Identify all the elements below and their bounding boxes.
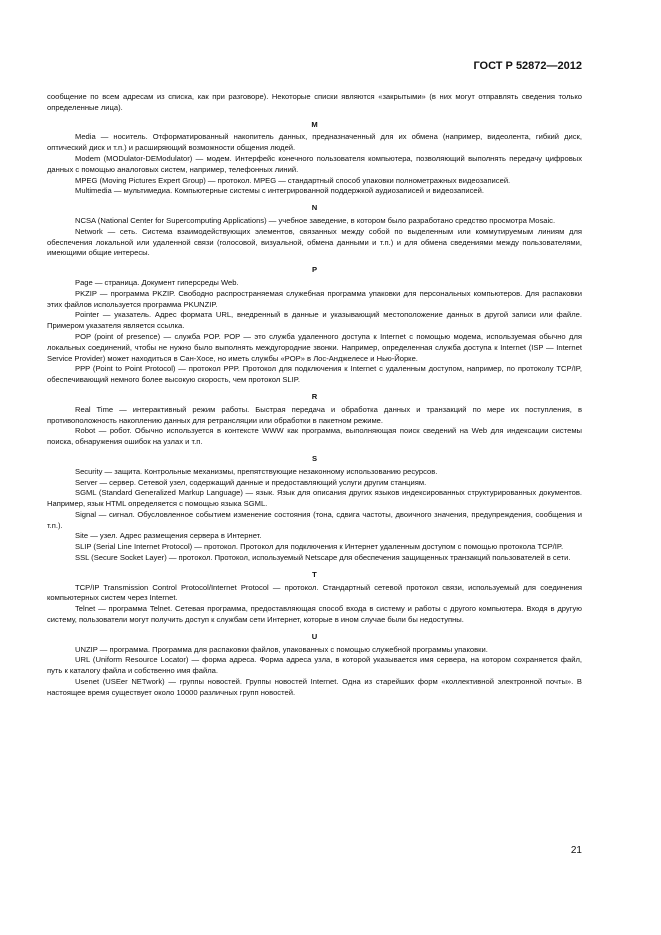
glossary-entry: SLIP (Serial Line Internet Protocol) — протокол. Протокол для подключения к Интернет удаленным доступом с помощью протокола TCP/IP. [75,542,564,552]
glossary-entry: NCSA (National Center for Supercomputing Applications) — учебное заведение, в котором было разработано средство просмотра Mosaic. [75,215,556,225]
glossary-entry: PKZIP — программа PKZIP. Свободно распространяемая служебная программа упаковки для персональных компьютеров. Для распаковки этих файлов используется программа PKUNZIP. [47,288,582,309]
glossary-entry: SSL (Secure Socket Layer) — протокол. Протокол, используемый Netscape для обеспечения защищенных транзакций пользователей в сети. [75,553,571,563]
glossary-entry: MPEG (Moving Pictures Expert Group) — протокол. MPEG — стандартный способ упаковки полнометражных видеозаписей. [75,175,511,185]
glossary-entry: Server — сервер. Сетевой узел, содержащий данные и предоставляющий услуги другим станциям. [75,477,427,487]
glossary-entry: POP (point of presence) — служба POP. POP — это служба удаленного доступа к Internet с помощью модема, используемая обычно для локальных соединений, чтобы не нужно было выполнять междугородние звонки. Например, определенная служба доступа к Internet (ISP — Internet Service Provider) может находиться в Сан-Хосе, но иметь службы «POP» в Лос-Анджелесе и Нью-Йорке. [47,331,582,363]
glossary-entry: Real Time — интерактивный режим работы. Быстрая передача и обработка данных и транзакций по мере их поступления, в противоположность накоплению данных для ретрансляции или обработки в пакетном режиме. [47,404,582,425]
glossary-entry: Security — защита. Контрольные механизмы, препятствующие незаконному использованию ресурсов. [75,466,438,476]
glossary-entry: SGML (Standard Generalized Markup Language) — язык. Язык для описания других языков индексированных структурированных документов. Например, язык HTML определяется с помощью языка SGML. [47,488,582,509]
glossary-entry: Pointer — указатель. Адрес формата URL, внедренный в данные и указывающий местоположение данных в другой записи или файле. Примером указателя является ссылка. [47,310,582,331]
glossary-entry: Media — носитель. Отформатированный накопитель данных, предназначенный для их обмена (например, видеолента, гибкий диск, оптический диск и т.п.) и расширяющий возможности общения людей. [47,132,582,153]
glossary-entry: Page — страница. Документ гиперсреды Web. [75,277,239,287]
glossary-entry: Signal — сигнал. Обусловленное событием изменение состояния (тона, сдвига частоты, двоичного значения, предупреждения, сообщения и т.п.). [47,509,582,530]
page-number: 21 [570,845,582,856]
glossary-entry: Multimedia — мультимедиа. Компьютерные системы с интегрированной поддержкой аудиозаписей и видеозаписей. [75,186,484,196]
section-letter-s: S [311,453,318,463]
glossary-entry: Telnet — программа Telnet. Сетевая программа, предоставляющая способ входа в систему и работы с другого компьютера. Входя в другую систему, пользователи могут получить доступ к службам сети Интернет, которые в ином случае были бы недоступны. [47,604,582,625]
intro-paragraph: сообщение по всем адресам из списка, как при разговоре). Некоторые списки являются «закрытыми» (в них могут отправлять сведения только определенные лица). [47,92,582,112]
section-letter-t: T [312,569,317,579]
section-letter-r: R [311,391,318,401]
section-letter-n: N [311,203,318,213]
glossary-entry: Modem (MODulator-DEModulator) — модем. Интерфейс конечного пользователя компьютера, позволяющий выполнять передачу цифровых данных с помощью аналоговых систем, например, телефонных линий. [47,153,582,174]
glossary-entry: Robot — робот. Обычно используется в контексте WWW как программа, выполняющая поиск сведений на Web для индексации системы поиска, обнаружения ошибок на узлах и т.п. [47,426,582,447]
glossary-entry: PPP (Point to Point Protocol) — протокол PPP. Протокол для подключения к Internet с удаленным доступом, например, по протоколу TCP/IP, обеспечивающий немного более высокую скорость, чем протокол SLIP. [47,364,582,385]
glossary-entry: URL (Uniform Resource Locator) — форма адреса. Форма адреса узла, в которой указывается имя сервера, на котором сохраняется файл, путь к каталогу файла и собственно имя файла. [47,655,582,676]
document-standard-header: ГОСТ Р 52872—2012 [473,60,582,72]
glossary-entry: Network — сеть. Система взаимодействующих элементов, связанных между собой по выделенным или коммутируемым линиям для обеспечения локальной или удаленной связи (голосовой, визуальной, обмена данными и т.п.) и для обмена сведениями между пользователями, имеющими общие интересы. [47,226,582,258]
glossary-content [47,92,582,699]
glossary-entry: TCP/IP Transmission Control Protocol/Internet Protocol — протокол. Стандартный сетевой протокол связи, используемый для соединения компьютерных систем через Internet. [47,582,582,603]
glossary-entry: Site — узел. Адрес размещения сервера в Интернет. [75,531,262,541]
section-letter-u: U [311,631,318,641]
section-letter-m: M [311,119,318,129]
glossary-entry: Usenet (USEer NETwork) — группы новостей. Группы новостей Internet. Одна из старейших форм «коллективной электронной почты». В настоящее время существует около 10000 различных групп новостей. [47,677,582,697]
glossary-entry: UNZIP — программа. Программа для распаковки файлов, упакованных с помощью служебной программы упаковки. [75,644,488,654]
section-letter-p: P [311,265,318,275]
